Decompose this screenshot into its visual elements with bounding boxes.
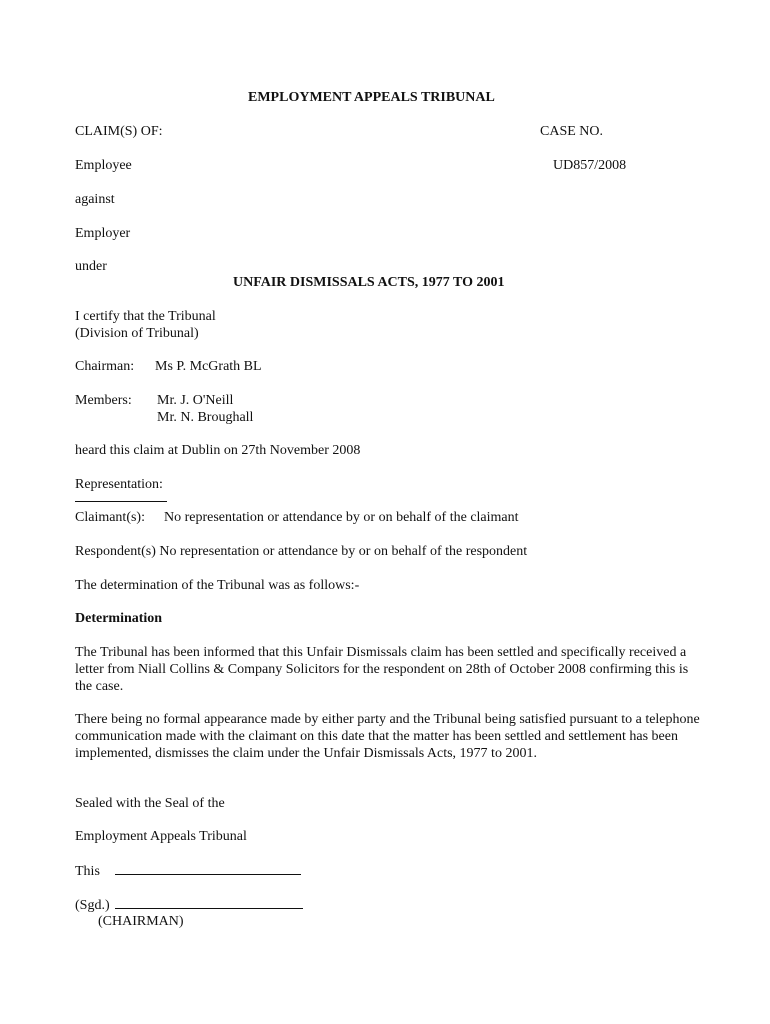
under-label: under bbox=[75, 259, 107, 274]
respondent-label: Respondent(s) bbox=[75, 544, 156, 559]
certify-line: I certify that the Tribunal bbox=[75, 309, 216, 324]
representation-underline bbox=[75, 490, 167, 507]
chairman-caption: (CHAIRMAN) bbox=[98, 914, 184, 929]
signature-blank bbox=[115, 896, 303, 909]
case-no-label: CASE NO. bbox=[540, 124, 604, 139]
page-title: EMPLOYMENT APPEALS TRIBUNAL bbox=[248, 90, 495, 105]
seal-line: Sealed with the Seal of the bbox=[75, 796, 225, 811]
determination-intro: The determination of the Tribunal was as follows:- bbox=[75, 578, 360, 593]
sgd-signature-row bbox=[75, 896, 303, 914]
acts-title: UNFAIR DISMISSALS ACTS, 1977 TO 2001 bbox=[233, 275, 505, 290]
claimant-row bbox=[75, 509, 519, 526]
determination-heading: Determination bbox=[75, 611, 163, 626]
member-name: Mr. J. O'Neill bbox=[157, 393, 234, 408]
division-line: (Division of Tribunal) bbox=[75, 326, 199, 341]
representation-label: Representation: bbox=[75, 477, 163, 492]
date-blank bbox=[115, 862, 301, 875]
member-name: Mr. N. Broughall bbox=[157, 410, 254, 425]
members-label: Members: bbox=[75, 393, 132, 408]
respondent-row bbox=[75, 543, 527, 560]
heard-line: heard this claim at Dublin on 27th November 2008 bbox=[75, 443, 361, 458]
respondent-representation: No representation or attendance by or on behalf of the respondent bbox=[159, 544, 528, 559]
determination-paragraph: There being no formal appearance made by either party and the Tribunal being satisfied pursuant to a telephone communication made with the claimant on this date that the matter has been settled and settlement has been implemented, dismisses the claim under the Unfair Dismissals Acts, 1977 to 2001. bbox=[75, 712, 700, 761]
claimant-representation: No representation or attendance by or on behalf of the claimant bbox=[164, 510, 519, 525]
claims-of-label: CLAIM(S) OF: bbox=[75, 124, 163, 139]
this-label: This bbox=[75, 864, 100, 879]
chairman-label: Chairman: bbox=[75, 359, 135, 374]
date-signature-row bbox=[75, 862, 301, 880]
claimant-label: Claimant(s): bbox=[75, 510, 145, 525]
employee-label: Employee bbox=[75, 158, 132, 173]
employer-label: Employer bbox=[75, 226, 131, 241]
against-label: against bbox=[75, 192, 115, 207]
case-number: UD857/2008 bbox=[553, 158, 627, 173]
chairman-name: Ms P. McGrath BL bbox=[155, 359, 262, 374]
sgd-label: (Sgd.) bbox=[75, 898, 110, 913]
determination-paragraph: The Tribunal has been informed that this Unfair Dismissals claim has been settled and specifically received a letter from Niall Collins & Company Solicitors for the respondent on 28th of October 2008 confirming this is the case. bbox=[75, 645, 689, 694]
seal-tribunal-line: Employment Appeals Tribunal bbox=[75, 829, 247, 844]
